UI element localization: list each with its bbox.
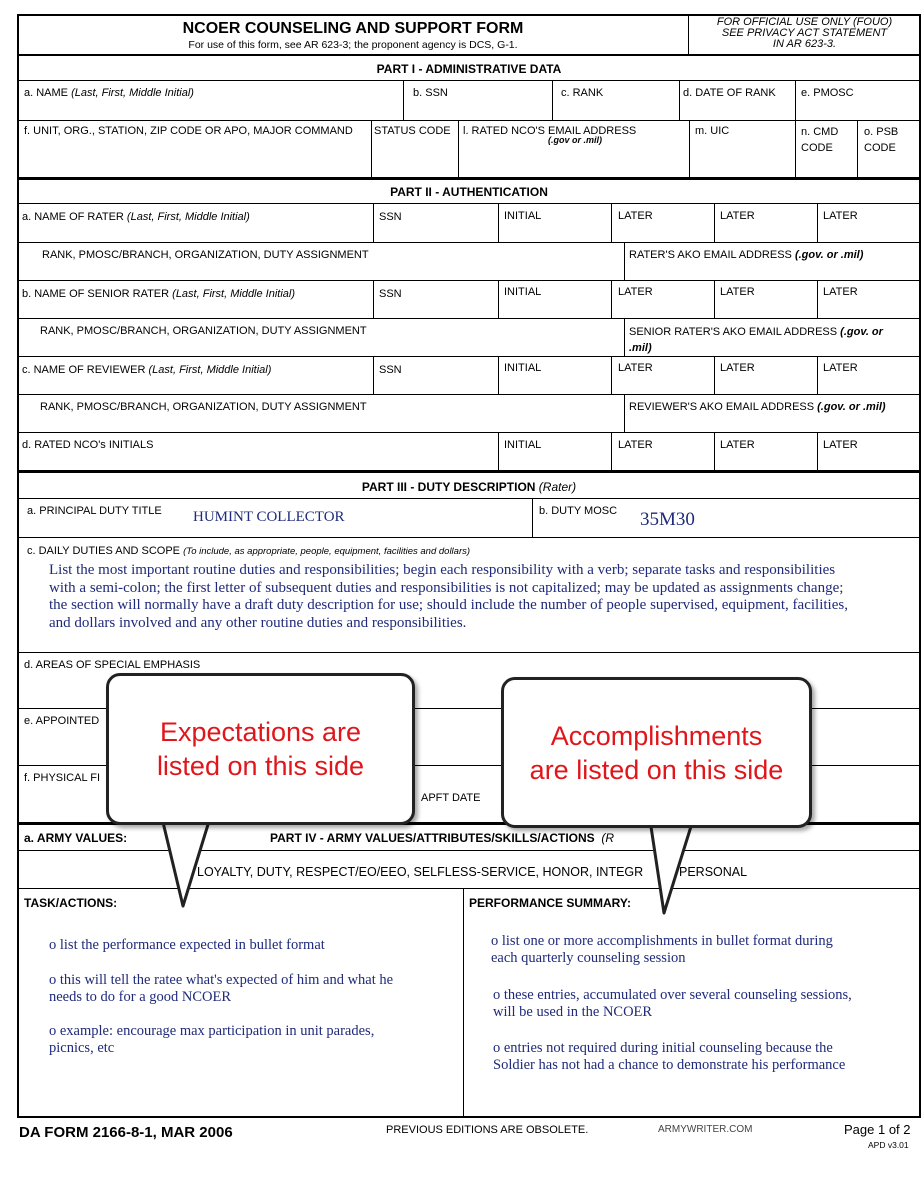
form-title: NCOER COUNSELING AND SUPPORT FORM	[182, 20, 524, 37]
form-id: DA FORM 2166-8-1, MAR 2006	[19, 1124, 233, 1141]
obsolete-notice: PREVIOUS EDITIONS ARE OBSOLETE.	[386, 1124, 589, 1136]
rater-label: a. NAME OF RATER	[22, 211, 127, 223]
rated-initials-field[interactable]: d. RATED NCO's INITIALS	[22, 439, 154, 451]
psb-code-label: o. PSB	[864, 126, 899, 138]
performance-bullet-line: o list one or more accomplishments in bullet format during	[491, 933, 833, 949]
part3-title-hint: (Rater)	[538, 480, 577, 494]
fouo-line: IN AR 623-3.	[772, 38, 837, 50]
appointed-duties-field[interactable]: e. APPOINTED	[24, 715, 100, 727]
callout-accomplishments	[501, 677, 812, 828]
cmd-code-label: CODE	[801, 142, 833, 154]
daily-duties-label-text: c. DAILY DUTIES AND SCOPE	[27, 545, 184, 557]
callout-expectations	[106, 673, 415, 825]
name-label: a. NAME	[24, 87, 72, 99]
performance-summary-label: PERFORMANCE SUMMARY:	[469, 896, 631, 910]
fouo-line: FOR OFFICIAL USE ONLY (FOUO)	[716, 16, 893, 28]
senior-rater-later-field[interactable]: LATER	[823, 286, 858, 298]
rated-later-field[interactable]: LATER	[823, 439, 858, 451]
psb-code-label: CODE	[864, 142, 896, 154]
callout-tail-right	[650, 820, 693, 913]
rater-initial-field[interactable]: INITIAL	[504, 210, 542, 222]
email-hint: (.gov. or	[840, 326, 883, 338]
callout-left-line: Expectations are	[159, 717, 362, 747]
duty-title-value[interactable]: HUMINT COLLECTOR	[193, 509, 345, 525]
rater-ssn-field[interactable]: SSN	[379, 211, 402, 223]
duty-title-label: a. PRINCIPAL DUTY TITLE	[27, 505, 162, 517]
reviewer-later-field[interactable]: LATER	[720, 362, 755, 374]
performance-bullet-line: Soldier has not had a chance to demonstrate his performance	[493, 1057, 846, 1073]
performance-bullet-line: o entries not required during initial counseling because the	[493, 1040, 833, 1056]
email-hint: (.gov or .mil)	[548, 135, 602, 145]
senior-rater-rank-field[interactable]: RANK, PMOSC/BRANCH, ORGANIZATION, DUTY ASSIGNMENT	[40, 325, 367, 337]
army-values-label: a. ARMY VALUES:	[24, 831, 128, 845]
part1-title: PART I - ADMINISTRATIVE DATA	[376, 62, 562, 76]
callout-tail-left	[162, 818, 210, 906]
task-bullet-line: o this will tell the ratee what's expected of him and what he	[49, 972, 394, 988]
email-hint: (.gov. or .mil)	[794, 249, 864, 261]
duty-mosc-label: b. DUTY MOSC	[539, 505, 618, 517]
name-hint: (Last, First, Middle Initial)	[71, 87, 194, 99]
reviewer-email-label: REVIEWER'S AKO EMAIL ADDRESS	[629, 401, 818, 413]
daily-duties-hint: (To include, as appropriate, people, equipment, facilities and dollars)	[183, 546, 471, 557]
part4-title-hint: (R	[601, 831, 615, 845]
pmosc-field[interactable]: e. PMOSC	[801, 87, 854, 99]
callout-left-line: listed on this side	[156, 751, 365, 781]
senior-rater-later-field[interactable]: LATER	[720, 286, 755, 298]
cmd-code-label: n. CMD	[801, 126, 839, 138]
task-actions-label: TASK/ACTIONS:	[24, 896, 118, 910]
source-watermark: ARMYWRITER.COM	[658, 1124, 753, 1135]
rank-field[interactable]: c. RANK	[561, 87, 604, 99]
uic-field[interactable]: m. UIC	[695, 125, 730, 137]
army-values-tail: PERSONAL	[679, 865, 748, 879]
task-bullet-line: o example: encourage max participation in unit parades,	[49, 1023, 375, 1039]
rated-initial-field[interactable]: INITIAL	[504, 439, 542, 451]
reviewer-later-field[interactable]: LATER	[618, 362, 653, 374]
senior-rater-label: b. NAME OF SENIOR RATER	[22, 288, 173, 300]
senior-rater-later-field[interactable]: LATER	[618, 286, 653, 298]
army-values-list: LOYALTY, DUTY, RESPECT/EO/EEO, SELFLESS-SERVICE, HONOR, INTEGR	[197, 865, 644, 879]
senior-rater-ssn-field[interactable]: SSN	[379, 288, 402, 300]
name-hint: (Last, First, Middle Initial)	[172, 288, 296, 300]
reviewer-initial-field[interactable]: INITIAL	[504, 362, 542, 374]
rater-later-field[interactable]: LATER	[720, 210, 755, 222]
rated-later-field[interactable]: LATER	[618, 439, 653, 451]
rater-later-field[interactable]: LATER	[618, 210, 653, 222]
apft-date-field[interactable]: APFT DATE	[421, 792, 481, 804]
reviewer-rank-field[interactable]: RANK, PMOSC/BRANCH, ORGANIZATION, DUTY ASSIGNMENT	[40, 401, 367, 413]
reviewer-label: c. NAME OF REVIEWER	[22, 364, 149, 376]
email-hint: .mil)	[629, 342, 652, 354]
email-hint: (.gov. or .mil)	[817, 401, 886, 413]
name-hint: (Last, First, Middle Initial)	[126, 211, 250, 223]
email-field[interactable]: l. RATED NCO'S EMAIL ADDRESS	[463, 125, 637, 137]
page-number: Page 1 of 2	[844, 1122, 911, 1137]
callout-right-line: are listed on this side	[529, 754, 784, 785]
performance-bullet-line: each quarterly counseling session	[491, 950, 686, 966]
name-hint: (Last, First, Middle Initial)	[148, 364, 272, 376]
senior-rater-initial-field[interactable]: INITIAL	[504, 286, 542, 298]
daily-duties-line: with a semi-colon; the first letter of subsequent duties and responsibilities is not capitalized; may be updated as assignments change;	[49, 579, 844, 596]
performance-bullet-line: will be used in the NCOER	[493, 1004, 653, 1020]
special-emphasis-field[interactable]: d. AREAS OF SPECIAL EMPHASIS	[24, 659, 201, 671]
part4-title-text: PART IV - ARMY VALUES/ATTRIBUTES/SKILLS/ACTIONS	[270, 831, 595, 845]
daily-duties-line: List the most important routine duties and responsibilities; begin each responsibility with a verb; separate tasks and responsibilities	[49, 562, 836, 578]
performance-bullet-line: o these entries, accumulated over several counseling sessions,	[493, 987, 852, 1003]
task-bullet-line: picnics, etc	[49, 1040, 115, 1056]
form-subtitle: For use of this form, see AR 623-3; the proponent agency is DCS, G-1.	[188, 39, 518, 51]
reviewer-ssn-field[interactable]: SSN	[379, 364, 402, 376]
status-code-field[interactable]: STATUS CODE	[374, 125, 451, 137]
version-label: APD v3.01	[868, 1140, 909, 1150]
reviewer-later-field[interactable]: LATER	[823, 362, 858, 374]
callout-right-line: Accomplishments	[550, 720, 763, 751]
rater-later-field[interactable]: LATER	[823, 210, 858, 222]
rater-email-label: RATER'S AKO EMAIL ADDRESS	[629, 249, 795, 261]
date-of-rank-field[interactable]: d. DATE OF RANK	[683, 87, 776, 99]
physical-fitness-field[interactable]: f. PHYSICAL FI	[24, 772, 101, 784]
fouo-line: SEE PRIVACY ACT STATEMENT	[721, 27, 888, 39]
ssn-field[interactable]: b. SSN	[413, 87, 448, 99]
unit-field[interactable]: f. UNIT, ORG., STATION, ZIP CODE OR APO, MAJOR COMMAND	[24, 125, 353, 137]
duty-mosc-value[interactable]: 35M30	[640, 509, 695, 530]
task-bullet-line: needs to do for a good NCOER	[49, 989, 232, 1005]
task-bullet-line: o list the performance expected in bullet format	[49, 937, 325, 953]
daily-duties-line: the section will normally have a draft duty description for use; should include the number of people supervised, equipment, facilities,	[49, 597, 848, 613]
senior-email-label: SENIOR RATER'S AKO EMAIL ADDRESS	[629, 326, 841, 338]
daily-duties-line: and dollars involved and any other routine duties and responsibilities.	[49, 614, 467, 631]
part3-title-text: PART III - DUTY DESCRIPTION	[361, 480, 539, 494]
part2-title: PART II - AUTHENTICATION	[390, 185, 548, 199]
rater-rank-field[interactable]: RANK, PMOSC/BRANCH, ORGANIZATION, DUTY ASSIGNMENT	[42, 249, 369, 261]
rated-later-field[interactable]: LATER	[720, 439, 755, 451]
